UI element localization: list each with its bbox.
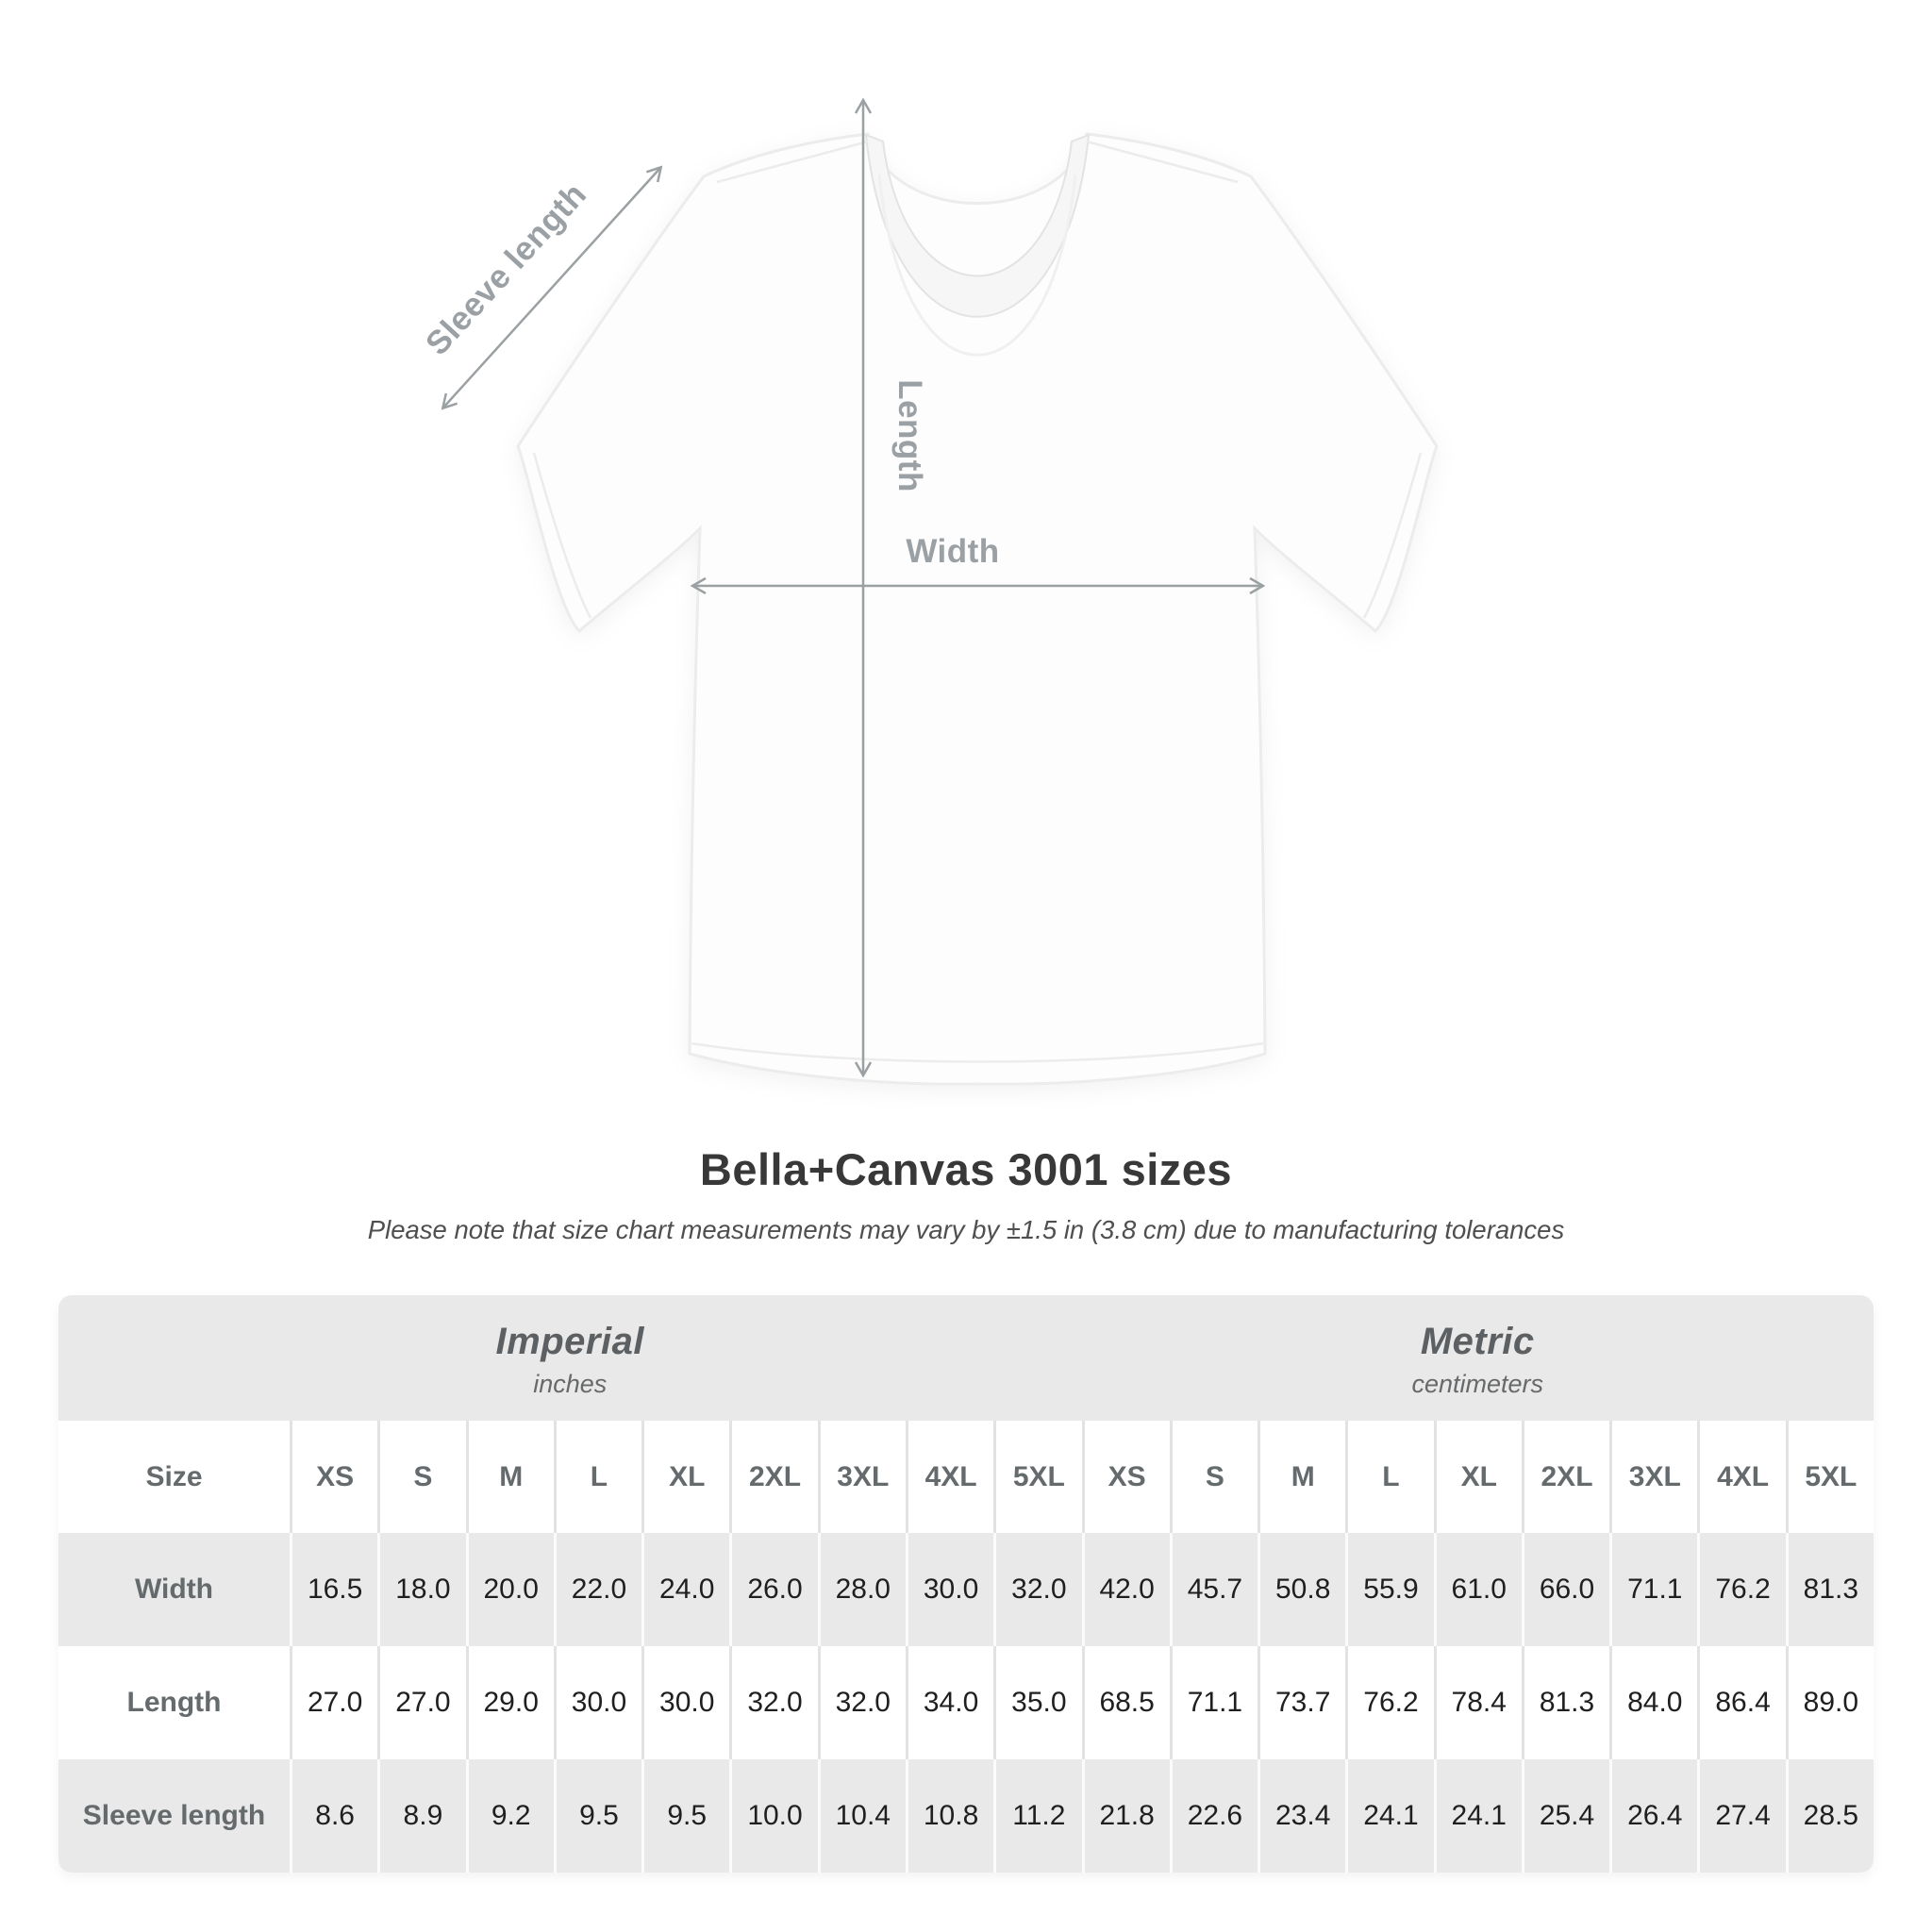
width-label: Width bbox=[906, 533, 1000, 570]
tolerance-note: Please note that size chart measurements may vary by ±1.5 in (3.8 cm) due to manufacturing tolerances bbox=[367, 1215, 1565, 1244]
width-value-cell: 42.0 bbox=[1082, 1533, 1170, 1646]
size-column-header: S bbox=[1170, 1421, 1257, 1533]
sleeve-length-value-cell: 21.8 bbox=[1082, 1759, 1170, 1873]
sleeve-length-value-cell: 9.5 bbox=[554, 1759, 641, 1873]
sleeve-length-value-cell: 9.5 bbox=[641, 1759, 729, 1873]
length-row-label: Length bbox=[58, 1646, 290, 1759]
size-column-header: S bbox=[377, 1421, 465, 1533]
width-value-cell: 76.2 bbox=[1697, 1533, 1785, 1646]
size-column-header: 3XL bbox=[1609, 1421, 1697, 1533]
size-column-header: XS bbox=[290, 1421, 377, 1533]
length-value-cell: 71.1 bbox=[1170, 1646, 1257, 1759]
width-row-label: Width bbox=[58, 1533, 290, 1646]
sleeve-length-value-cell: 22.6 bbox=[1170, 1759, 1257, 1873]
size-column-header: XS bbox=[1082, 1421, 1170, 1533]
size-column-header: L bbox=[1345, 1421, 1433, 1533]
width-value-cell: 18.0 bbox=[377, 1533, 465, 1646]
length-value-cell: 34.0 bbox=[906, 1646, 993, 1759]
size-table bbox=[58, 1295, 1874, 1873]
size-row-label: Size bbox=[58, 1421, 290, 1533]
sleeve-length-value-cell: 8.9 bbox=[377, 1759, 465, 1873]
size-column-header: 5XL bbox=[1786, 1421, 1874, 1533]
length-value-cell: 78.4 bbox=[1434, 1646, 1522, 1759]
size-column-header: 4XL bbox=[906, 1421, 993, 1533]
size-column-header: M bbox=[1257, 1421, 1345, 1533]
size-column-header: M bbox=[466, 1421, 554, 1533]
length-value-cell: 30.0 bbox=[554, 1646, 641, 1759]
sleeve-length-value-cell: 8.6 bbox=[290, 1759, 377, 1873]
width-value-cell: 20.0 bbox=[466, 1533, 554, 1646]
length-value-cell: 73.7 bbox=[1257, 1646, 1345, 1759]
sleeve-length-value-cell: 11.2 bbox=[993, 1759, 1081, 1873]
width-value-cell: 45.7 bbox=[1170, 1533, 1257, 1646]
sleeve-length-value-cell: 25.4 bbox=[1522, 1759, 1609, 1873]
length-value-cell: 27.0 bbox=[290, 1646, 377, 1759]
size-column-header: L bbox=[554, 1421, 641, 1533]
sleeve-length-value-cell: 10.0 bbox=[729, 1759, 817, 1873]
length-value-cell: 29.0 bbox=[466, 1646, 554, 1759]
width-value-cell: 30.0 bbox=[906, 1533, 993, 1646]
length-label: Length bbox=[891, 379, 928, 492]
sleeve-length-value-cell: 23.4 bbox=[1257, 1759, 1345, 1873]
width-value-cell: 28.0 bbox=[818, 1533, 906, 1646]
length-value-cell: 84.0 bbox=[1609, 1646, 1697, 1759]
size-column-header: 4XL bbox=[1697, 1421, 1785, 1533]
width-value-cell: 66.0 bbox=[1522, 1533, 1609, 1646]
sleeve-length-row-label: Sleeve length bbox=[58, 1759, 290, 1873]
sleeve-length-value-cell: 24.1 bbox=[1345, 1759, 1433, 1873]
width-value-cell: 50.8 bbox=[1257, 1533, 1345, 1646]
width-value-cell: 32.0 bbox=[993, 1533, 1081, 1646]
width-value-cell: 24.0 bbox=[641, 1533, 729, 1646]
width-value-cell: 22.0 bbox=[554, 1533, 641, 1646]
width-value-cell: 16.5 bbox=[290, 1533, 377, 1646]
sleeve-length-value-cell: 10.4 bbox=[818, 1759, 906, 1873]
sleeve-length-value-cell: 24.1 bbox=[1434, 1759, 1522, 1873]
width-value-cell: 81.3 bbox=[1786, 1533, 1874, 1646]
length-value-cell: 81.3 bbox=[1522, 1646, 1609, 1759]
size-column-header: 5XL bbox=[993, 1421, 1081, 1533]
sleeve-length-value-cell: 28.5 bbox=[1786, 1759, 1874, 1873]
length-value-cell: 76.2 bbox=[1345, 1646, 1433, 1759]
metric-label: Metric bbox=[1420, 1321, 1535, 1362]
length-value-cell: 86.4 bbox=[1697, 1646, 1785, 1759]
sleeve-length-label: Sleeve length bbox=[418, 175, 594, 362]
size-column-header: 3XL bbox=[818, 1421, 906, 1533]
unit-group-metric bbox=[1082, 1295, 1874, 1421]
width-value-cell: 55.9 bbox=[1345, 1533, 1433, 1646]
length-value-cell: 89.0 bbox=[1786, 1646, 1874, 1759]
length-value-cell: 35.0 bbox=[993, 1646, 1081, 1759]
tshirt-graphic bbox=[518, 134, 1437, 1084]
length-value-cell: 32.0 bbox=[818, 1646, 906, 1759]
metric-unit-label: centimeters bbox=[1411, 1370, 1544, 1398]
imperial-unit-label: inches bbox=[533, 1370, 608, 1398]
size-column-header: XL bbox=[641, 1421, 729, 1533]
length-value-cell: 30.0 bbox=[641, 1646, 729, 1759]
width-value-cell: 26.0 bbox=[729, 1533, 817, 1646]
unit-group-imperial bbox=[58, 1295, 1082, 1421]
sleeve-length-value-cell: 10.8 bbox=[906, 1759, 993, 1873]
length-value-cell: 27.0 bbox=[377, 1646, 465, 1759]
imperial-label: Imperial bbox=[495, 1321, 644, 1362]
size-column-header: 2XL bbox=[1522, 1421, 1609, 1533]
width-value-cell: 61.0 bbox=[1434, 1533, 1522, 1646]
size-column-header: 2XL bbox=[729, 1421, 817, 1533]
sleeve-length-value-cell: 9.2 bbox=[466, 1759, 554, 1873]
size-column-header: XL bbox=[1434, 1421, 1522, 1533]
length-value-cell: 32.0 bbox=[729, 1646, 817, 1759]
chart-title: Bella+Canvas 3001 sizes bbox=[699, 1144, 1233, 1194]
sleeve-length-value-cell: 26.4 bbox=[1609, 1759, 1697, 1873]
width-value-cell: 71.1 bbox=[1609, 1533, 1697, 1646]
sleeve-length-value-cell: 27.4 bbox=[1697, 1759, 1785, 1873]
length-value-cell: 68.5 bbox=[1082, 1646, 1170, 1759]
